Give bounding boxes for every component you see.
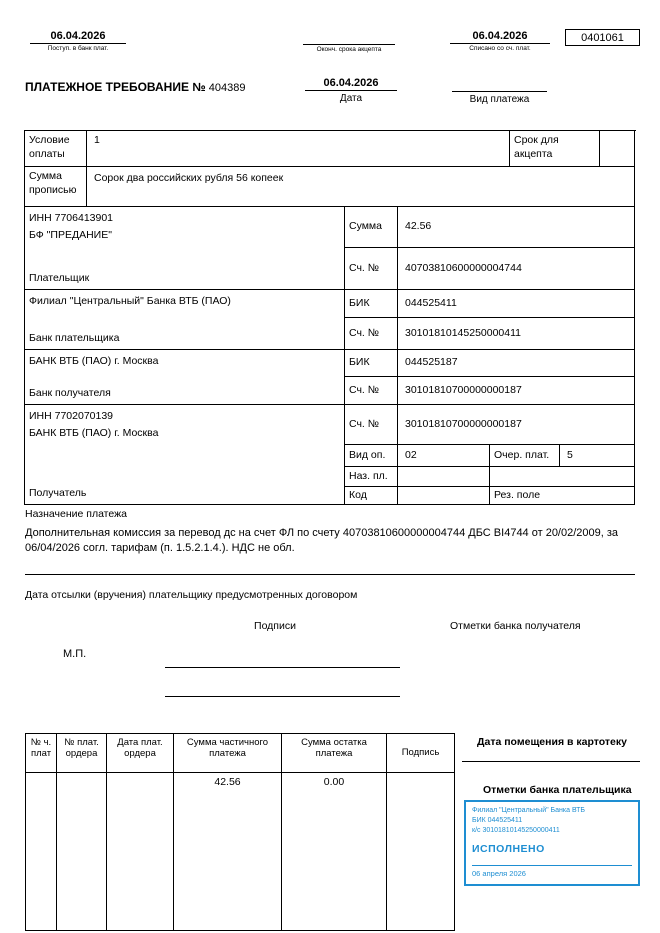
stamp-status: ИСПОЛНЕНО [472,843,545,856]
stamp-bik: БИК 044525411 [472,816,523,824]
signatures-label: Подписи [254,620,296,632]
cell-accept-term-label: Срок для акцепта [510,131,600,167]
debited-date: 06.04.2026 [450,30,550,44]
cell-payer-bank-account-label: Сч. № [345,318,398,350]
col-header-part-no: № ч. плат [30,737,52,759]
card-file-label: Дата помещения в картотеку [477,736,627,748]
cell-payee-bank-bik-value: 044525187 [398,350,635,377]
payer-bank-label: Банк плательщика [29,332,120,345]
signature-line-1 [165,667,400,668]
payer-bank-name: Филиал "Центральный" Банка ВТБ (ПАО) [29,295,231,307]
cell-amount-words-value: Сорок два российских рубля 56 копеек [87,167,635,207]
cell-payer-bank-account-value: 30101810145250000411 [398,318,635,350]
payer-bank-marks-label: Отметки банка плательщика [483,784,632,796]
cell-payment-condition-value: 1 [87,131,510,167]
cell-payer-account-value: 40703810600000004744 [398,248,635,290]
payee-name: БАНК ВТБ (ПАО) г. Москва [29,427,159,439]
partial-payments-table [25,733,455,931]
col-header-rest-sum: Сумма остатка платежа [301,737,367,759]
cell-sum-label: Сумма [345,207,398,248]
accept-end-label: Оконч. срока акцепта [316,46,382,53]
received-date: 06.04.2026 [30,30,126,44]
cell-payer [25,207,345,290]
cell-payee-bank-account-label: Сч. № [345,377,398,405]
col-header-partial-sum: Сумма частичного платежа [186,737,269,759]
send-date-label: Дата отсылки (вручения) плательщику предусмотренных договором [25,589,358,601]
cell-payment-condition-label: Условие оплаты [25,131,87,167]
payment-type-block [452,77,547,105]
payment-type-line [452,77,547,92]
payer-bank-stamp [464,800,640,886]
payer-name: БФ "ПРЕДАНИЕ" [29,229,112,241]
document-title: ПЛАТЕЖНОЕ ТРЕБОВАНИЕ № [25,80,206,94]
col-header-order-date: Дата плат. ордера [117,737,163,759]
document-number: 404389 [208,82,246,94]
stamp-bank-name: Филиал "Центральный" Банка ВТБ [472,807,586,814]
partial-table-vline-2 [106,734,107,930]
partial-table-vline-4 [281,734,282,930]
debited-date-block [450,30,550,53]
payee-bank-marks-label: Отметки банка получателя [450,620,581,632]
partial-table-header-divider [26,772,454,773]
cell-purpose-code-value [398,467,490,487]
debited-date-label: Списано со сч. плат. [469,45,531,52]
rest-sum-value: 0.00 [323,776,345,788]
cell-purpose-code-label: Наз. пл. [345,467,398,487]
title-date-label: Дата [339,93,363,104]
accept-end-line [303,31,395,45]
cell-code-value [398,487,490,505]
payee-inn: ИНН 7702070139 [29,410,114,422]
payee-bank-name: БАНК ВТБ (ПАО) г. Москва [29,355,159,367]
cell-amount-words-label: Сумма прописью [25,167,87,207]
payee-bank-label: Банк получателя [29,387,111,400]
purpose-text: Дополнительная комиссия за перевод дс на счет ФЛ по счету 40703810600000004744 ДБС BI4744 от 20/02/2009, за 06/04/2026 согл. тарифам (п. 1.5.2.1.4.). НДС не обл. [25,527,619,554]
cell-payee-bank-bik-label: БИК [345,350,398,377]
form-code: 0401061 [581,31,624,44]
partial-sum-value: 42.56 [214,776,241,788]
cell-payee-account-value: 30101810700000000187 [398,405,635,445]
stamp-corr-account: к/с 30101810145250000411 [472,826,560,834]
cell-sum-value: 42.56 [398,207,635,248]
cell-payee-account-label: Сч. № [345,405,398,445]
cell-payee-bank [25,350,345,405]
document-title-row [25,80,245,94]
cell-purpose-code-right [490,467,635,487]
cell-priority-label: Очер. плат. [490,445,560,467]
purpose-label: Назначение платежа [25,508,127,520]
payment-type-label: Вид платежа [469,94,530,105]
payee-label: Получатель [29,487,87,500]
card-file-line [462,761,640,762]
cell-payer-bank-bik-value: 044525411 [398,290,635,318]
col-header-signature: Подпись [401,747,440,758]
payer-inn: ИНН 7706413901 [29,212,114,224]
payer-label: Плательщик [29,272,90,285]
received-date-label: Поступ. в банк плат. [47,45,109,52]
signature-line-2 [165,696,400,697]
partial-table-vline-5 [386,734,387,930]
partial-table-vline-1 [56,734,57,930]
seal-label: М.П. [63,648,87,660]
cell-accept-term-value [600,131,635,167]
form-code-box [565,29,640,46]
cell-payee [25,405,345,505]
purpose-divider [25,574,635,575]
partial-table-vline-3 [173,734,174,930]
cell-payer-bank-bik-label: БИК [345,290,398,318]
cell-payee-bank-account-value: 30101810700000000187 [398,377,635,405]
col-header-order-no: № плат. ордера [64,737,99,759]
cell-payer-account-label: Сч. № [345,248,398,290]
accept-end-block [303,31,395,54]
cell-op-type-label: Вид оп. [345,445,398,467]
cell-payer-bank [25,290,345,350]
title-date: 06.04.2026 [305,77,397,91]
received-date-block [30,30,126,53]
cell-reserve-field: Рез. поле [490,487,635,505]
cell-priority-value: 5 [560,445,635,467]
title-date-block [305,77,397,104]
cell-code-label: Код [345,487,398,505]
stamp-date: 06 апреля 2026 [472,865,632,880]
cell-op-type-value: 02 [398,445,490,467]
